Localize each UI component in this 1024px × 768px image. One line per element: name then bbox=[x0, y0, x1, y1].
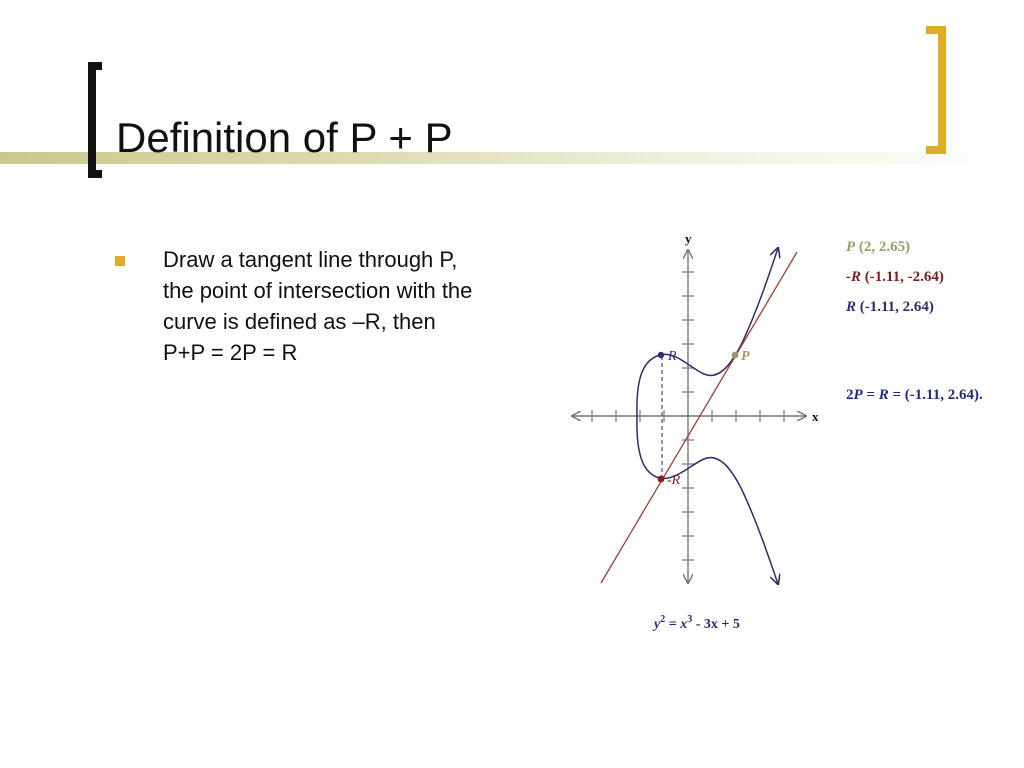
bullet-text: Draw a tangent line through P, the point of intersection with the curve is defined as –R, then P+P = 2P = R bbox=[163, 247, 473, 365]
eq-x: x bbox=[680, 617, 688, 632]
eq-eq: = bbox=[665, 617, 681, 632]
eq-y-exp: 2 bbox=[660, 614, 666, 625]
curve-equation bbox=[652, 614, 740, 632]
legend-line-P: P (2, 2.65) bbox=[846, 239, 911, 255]
eq-y: y bbox=[654, 617, 661, 632]
point-P bbox=[732, 352, 739, 359]
point-R bbox=[658, 352, 664, 358]
legend-result: 2P = R = (-1.11, 2.64). bbox=[846, 387, 983, 403]
label-R: R bbox=[668, 349, 677, 364]
point-neg-R bbox=[658, 476, 665, 483]
eq-x-exp: 3 bbox=[687, 614, 693, 625]
y-axis-label: y bbox=[685, 231, 692, 246]
tangent-line bbox=[601, 252, 797, 583]
label-P: P bbox=[741, 349, 750, 364]
legend-line-neg-R: -R (-1.11, -2.64) bbox=[846, 269, 944, 285]
curve-lower-branch bbox=[637, 416, 778, 584]
slide-title: Definition of P + P bbox=[116, 114, 453, 161]
eq-rest: - 3x + 5 bbox=[692, 617, 740, 632]
legend-line-R: R (-1.11, 2.64) bbox=[846, 299, 934, 315]
curve-upper-branch bbox=[637, 248, 778, 416]
label-neg-R: -R bbox=[667, 473, 681, 488]
x-axis-label: x bbox=[812, 409, 819, 424]
